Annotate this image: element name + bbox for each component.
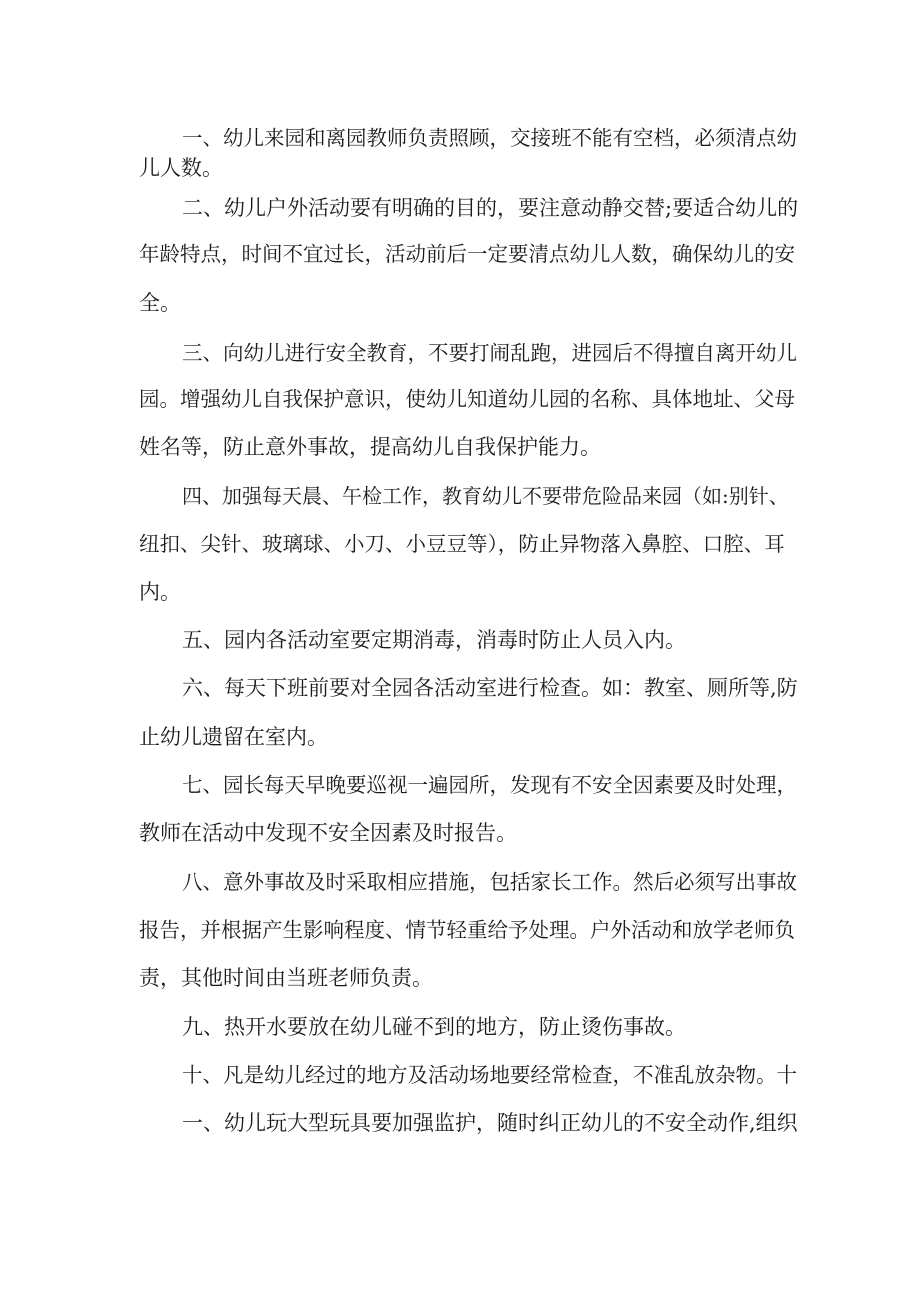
rule-6-line-1: 六、每天下班前要对全园各活动室进行检查。如：教室、厕所等,防 — [182, 676, 798, 700]
rule-8-line-3: 责，其他时间由当班老师负责。 — [139, 966, 433, 990]
rule-9-line-1: 九、热开水要放在幼儿碰不到的地方，防止烫伤事故。 — [182, 1015, 686, 1039]
rule-10-line-1: 十、凡是幼儿经过的地方及活动场地要经常检查，不准乱放杂物。十 — [182, 1063, 797, 1087]
rule-6-line-2: 止幼儿遗留在室内。 — [139, 725, 328, 749]
rule-2-line-3: 全。 — [139, 291, 181, 315]
rule-8-line-1: 八、意外事故及时采取相应措施，包括家长工作。然后必须写出事故 — [182, 870, 797, 894]
rule-4-line-2: 纽扣、尖针、玻璃球、小刀、小豆豆等），防止异物落入鼻腔、口腔、耳 — [139, 532, 785, 556]
rule-4-line-3: 内。 — [139, 580, 181, 604]
rule-2-line-1: 二、幼儿户外活动要有明确的目的，要注意动静交替;要适合幼儿的 — [182, 196, 799, 220]
rule-7-line-1: 七、园长每天早晚要巡视一遍园所，发现有不安全因素要及时处理， — [182, 773, 797, 797]
rule-2-line-2: 年龄特点，时间不宜过长，活动前后一定要清点幼儿人数，确保幼儿的安 — [139, 242, 795, 266]
rule-11-line-1: 一、幼儿玩大型玩具要加强监护，随时纠正幼儿的不安全动作,组织 — [182, 1111, 798, 1135]
rule-1-line-2: 儿人数。 — [139, 156, 223, 180]
rule-3-line-2: 园。增强幼儿自我保护意识，使幼儿知道幼儿园的名称、具体地址、父母 — [139, 387, 795, 411]
rule-8-line-2: 报告，并根据产生影响程度、情节轻重给予处理。户外活动和放学老师负 — [139, 918, 795, 942]
rule-4-line-1: 四、加强每天晨、午检工作，教育幼儿不要带危险品来园（如:别针、 — [182, 484, 789, 508]
rule-1-line-1: 一、幼儿来园和离园教师负责照顾，交接班不能有空档，必须清点幼 — [182, 126, 797, 150]
rule-3-line-1: 三、向幼儿进行安全教育，不要打闹乱跑，进园后不得擅自离开幼儿 — [182, 341, 797, 365]
rule-3-line-3: 姓名等，防止意外事故，提高幼儿自我保护能力。 — [139, 435, 601, 459]
rule-5-line-1: 五、园内各活动室要定期消毒，消毒时防止人员入内。 — [182, 628, 686, 652]
rule-7-line-2: 教师在活动中发现不安全因素及时报告。 — [139, 821, 517, 845]
